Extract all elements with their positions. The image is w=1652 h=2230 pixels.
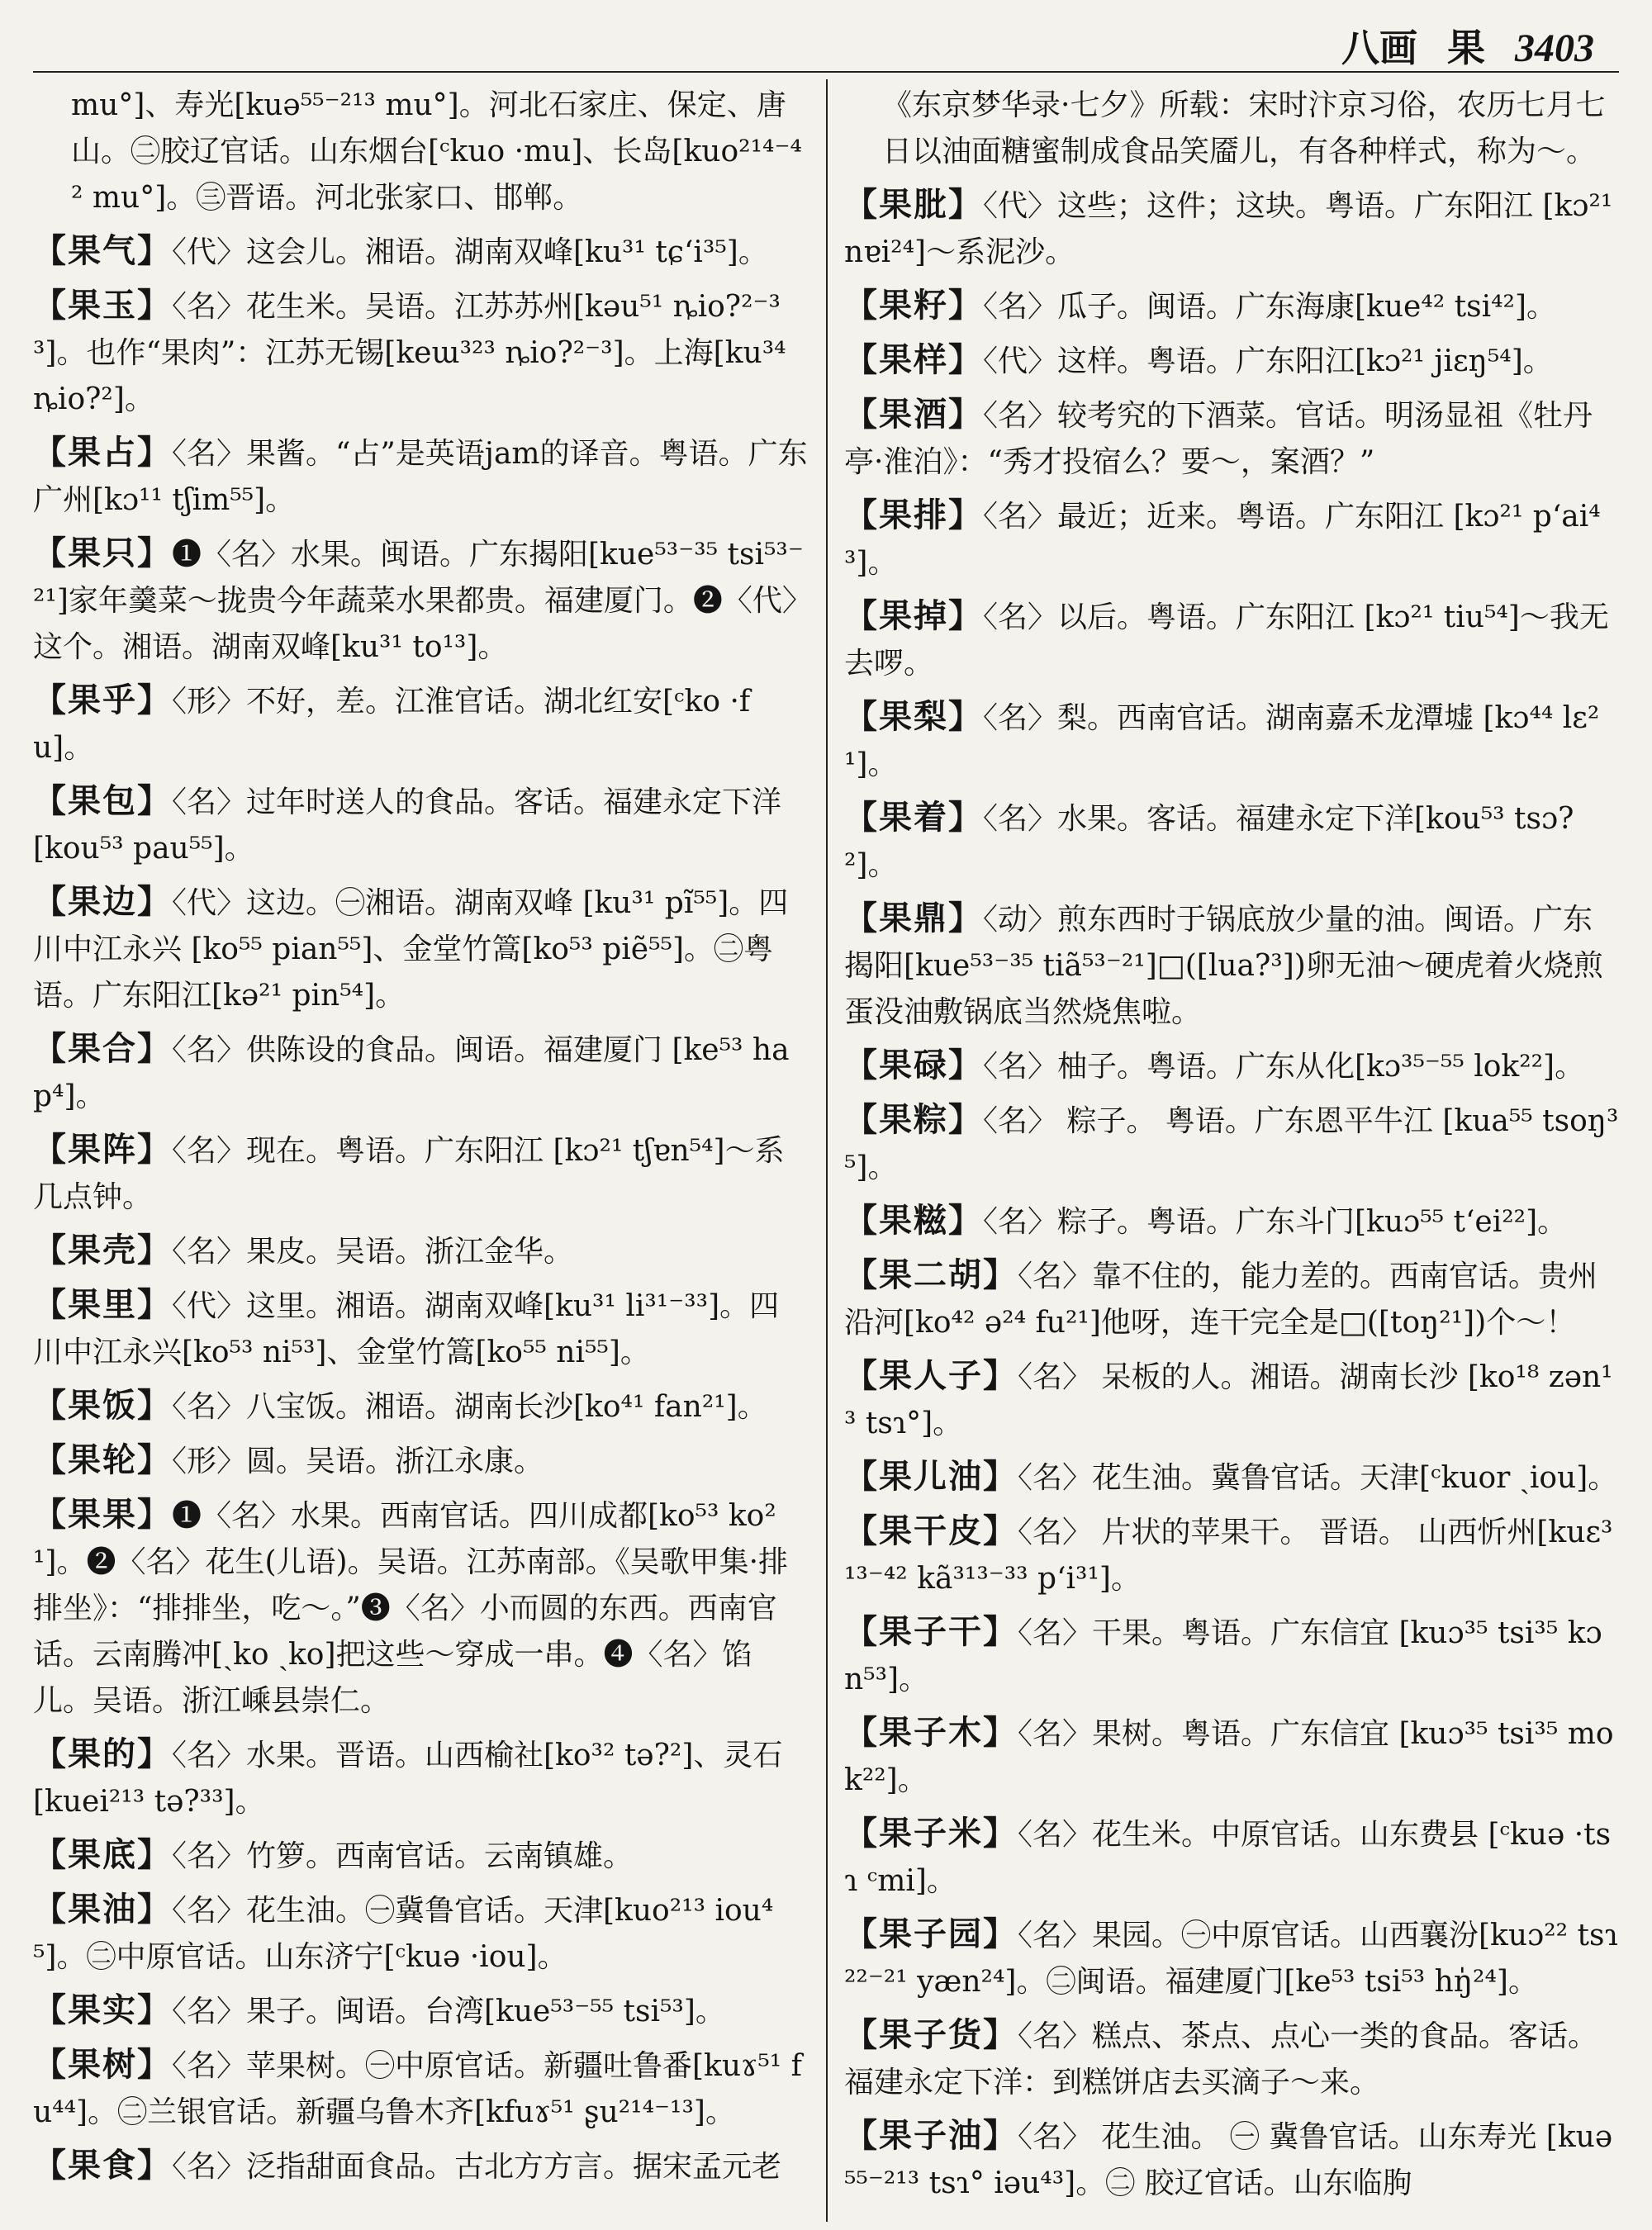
entry-definition: 〈名〉 呆板的人。湘语。湖南长沙 [ko¹⁸ zən¹³ tsɿ°]。 [844, 1360, 1613, 1440]
entry-definition: 〈名〉最近；近来。粤语。广东阳江 [kɔ²¹ pʻai⁴³]。 [844, 500, 1601, 580]
entry-definition: 〈代〉这些；这件；这块。粤语。广东阳江 [kɔ²¹ nɐi²⁴]～系泥沙。 [844, 189, 1613, 269]
entry-headword: 【果树】 [33, 2045, 172, 2084]
dictionary-entry [844, 1508, 1621, 1602]
dictionary-entry [844, 1252, 1621, 1346]
entry-definition: 〈名〉八宝饭。湘语。湖南长沙[ko⁴¹ fan²¹]。 [172, 1390, 767, 1424]
dictionary-entry [33, 429, 808, 524]
dictionary-entry [844, 1911, 1621, 2005]
entry-definition: 〈名〉 片状的苹果干。 晋语。 山西忻州[kuɛ³¹³⁻⁴² kã³¹³⁻³³ pʻi³¹]。 [844, 1516, 1613, 1596]
entry-headword: 【果合】 [33, 1029, 172, 1068]
entry-headword: 【果边】 [33, 882, 172, 921]
dictionary-entry [844, 1042, 1621, 1090]
entry-headword: 【果子油】 [844, 2116, 1018, 2155]
dictionary-entry [33, 1282, 808, 1376]
entry-definition: 〈动〉煎东西时于锅底放少量的油。闽语。广东揭阳[kue⁵³⁻³⁵ tiã⁵³⁻²¹]□([lua?³])卵无油～硬虎着火烧煎蛋没油敷锅底当然烧焦啦。 [844, 903, 1603, 1029]
dictionary-entry [844, 895, 1621, 1036]
entry-definition: 〈名〉水果。晋语。山西榆社[ko³² tə?²]、灵石[kuei²¹³ tə?³³]。 [33, 1739, 783, 1819]
dictionary-entry [33, 1832, 808, 1880]
entry-headword: 【果玉】 [33, 286, 172, 325]
entry-definition: mu°]、寿光[kuə⁵⁵⁻²¹³ mu°]。河北石家庄、保定、唐山。㊁胶辽官话。山东烟台[ᶜkuo ·mu]、长岛[kuo²¹⁴⁻⁴² mu°]。㊂晋语。河北张家口、邯郸。 [71, 88, 802, 215]
entry-definition: 〈形〉不好，差。江淮官话。湖北红安[ᶜko ·fu]。 [33, 685, 751, 765]
entry-definition: 〈名〉花生油。冀鲁官话。天津[ᶜkuor ˏiou]。 [1018, 1461, 1618, 1495]
dictionary-entry [33, 2142, 808, 2190]
dictionary-entry [844, 1353, 1621, 1447]
entry-headword: 【果排】 [844, 496, 983, 534]
entry-definition: 〈名〉果园。㊀中原官话。山西襄汾[kuɔ²² tsɿ²²⁻²¹ yæn²⁴]。㊁闽语。福建厦门[ke⁵³ tsi⁵³ hŋ̍²⁴]。 [844, 1919, 1618, 1999]
entry-headword: 【果的】 [33, 1734, 172, 1773]
entry-definition: 〈名〉靠不住的，能力差的。西南官话。贵州沿河[ko⁴² ə²⁴ fu²¹]他呀，连干完全是□([toŋ²¹])个～！ [844, 1260, 1598, 1340]
header-rule [33, 71, 1619, 73]
entry-headword: 【果肶】 [844, 185, 983, 224]
entry-headword: 【果子货】 [844, 2015, 1018, 2054]
left-column [33, 83, 808, 2222]
entry-headword: 【果阵】 [33, 1130, 172, 1169]
dictionary-entry [844, 1454, 1621, 1502]
entry-headword: 【果子干】 [844, 1612, 1018, 1651]
column-divider [826, 79, 828, 2222]
entry-definition: 〈名〉果皮。吴语。浙江金华。 [172, 1235, 574, 1269]
entry-headword: 【果着】 [844, 798, 983, 837]
entry-definition: 〈名〉较考究的下酒菜。官话。明汤显祖《牡丹亭·淮泊》：“秀才投宿么？要～，案酒？” [844, 399, 1593, 479]
dictionary-entry [33, 1886, 808, 1981]
entry-definition: 〈名〉瓜子。闽语。广东海康[kue⁴² tsi⁴²]。 [983, 290, 1557, 324]
entry-definition: 〈名〉果子。闽语。台湾[kue⁵³⁻⁵⁵ tsi⁵³]。 [172, 1995, 725, 2028]
entry-headword: 【果梨】 [844, 697, 983, 736]
right-column [844, 83, 1621, 2222]
dictionary-entry [33, 530, 808, 671]
entry-definition: 〈名〉干果。粤语。广东信宜 [kuɔ³⁵ tsi³⁵ kɔn⁵³]。 [844, 1616, 1602, 1696]
dictionary-entry [33, 879, 808, 1019]
entry-headword: 【果壳】 [33, 1231, 172, 1269]
entry-headword: 【果饭】 [33, 1386, 172, 1425]
entry-headword: 【果轮】 [33, 1440, 172, 1479]
dictionary-entry [33, 83, 808, 221]
entry-headword: 【果样】 [844, 340, 983, 379]
entry-headword: 【果子米】 [844, 1814, 1018, 1853]
dictionary-entry [844, 795, 1621, 889]
entry-definition: 〈名〉梨。西南官话。湖南嘉禾龙潭墟 [kɔ⁴⁴ lɛ²¹]。 [844, 701, 1600, 781]
entry-definition: 〈代〉这会儿。湘语。湖南双峰[ku³¹ tɕʻi³⁵]。 [172, 235, 768, 269]
entry-definition: ❶〈名〉水果。闽语。广东揭阳[kue⁵³⁻³⁵ tsi⁵³⁻²¹]家年羹菜～拢贵今年蔬菜水果都贵。福建厦门。❷〈代〉这个。湘语。湖南双峰[ku³¹ to¹³]。 [33, 538, 804, 664]
entry-headword: 【果粽】 [844, 1100, 983, 1139]
entry-definition: 〈名〉 花生油。 ㊀ 冀鲁官话。山东寿光 [kuə⁵⁵⁻²¹³ tsɿ° iəu⁴³]。㊁ 胶辽官话。山东临朐 [844, 2120, 1613, 2200]
entry-definition: 〈名〉粽子。粤语。广东斗门[kuɔ⁵⁵ tʻei²²]。 [983, 1205, 1568, 1239]
dictionary-entry [844, 1810, 1621, 1905]
entry-definition: 〈名〉过年时送人的食品。客话。福建永定下洋[kou⁵³ pau⁵⁵]。 [33, 785, 782, 866]
dictionary-entry [33, 228, 808, 276]
entry-definition: 〈代〉这边。㊀湘语。湖南双峰 [ku³¹ pĩ⁵⁵]。四川中江永兴 [ko⁵⁵ pian⁵⁵]、金堂竹篙[ko⁵³ piẽ⁵⁵]。㊁粤语。广东阳江[kə²¹ pin⁵⁴]。 [33, 886, 789, 1013]
dictionary-entry [33, 2042, 808, 2136]
entry-headword: 【果食】 [33, 2146, 172, 2185]
dictionary-entry [33, 677, 808, 771]
entry-headword: 【果只】 [33, 534, 172, 572]
entry-definition: 〈名〉糕点、茶点、点心一类的食品。客话。福建永定下洋：到糕饼店去买滴子～来。 [844, 2019, 1598, 2100]
dictionary-entry [33, 282, 808, 423]
entry-headword: 【果乎】 [33, 681, 172, 719]
dictionary-entry [844, 694, 1621, 788]
entry-definition: 〈名〉花生油。㊀冀鲁官话。天津[kuo²¹³ iou⁴⁵]。㊁中原官话。山东济宁[ᶜkuə ·iou]。 [33, 1894, 774, 1974]
entry-headword: 【果掉】 [844, 596, 983, 635]
entry-headword: 【果包】 [33, 781, 172, 820]
header-char: 果 [1447, 26, 1485, 70]
entry-headword: 【果人子】 [844, 1356, 1018, 1395]
entry-headword: 【果底】 [33, 1835, 172, 1874]
entry-headword: 【果糍】 [844, 1201, 983, 1240]
entry-headword: 【果干皮】 [844, 1511, 1018, 1550]
dictionary-entry [33, 1437, 808, 1485]
entry-headword: 【果气】 [33, 231, 172, 270]
dictionary-entry [844, 337, 1621, 385]
dictionary-entry [33, 1127, 808, 1221]
entry-headword: 【果实】 [33, 1990, 172, 2029]
entry-definition: 〈名〉竹箩。西南官话。云南镇雄。 [172, 1839, 634, 1873]
dictionary-entry [33, 1492, 808, 1725]
dictionary-entry [33, 778, 808, 872]
entry-definition: 〈名〉供陈设的食品。闽语。福建厦门 [ke⁵³ hap⁴]。 [33, 1033, 790, 1113]
entry-definition: ❶〈名〉水果。西南官话。四川成都[ko⁵³ ko²¹]。❷〈名〉花生(儿语)。吴语。江苏南部。《吴歌甲集·排排坐》：“排排坐，吃～。”❸〈名〉小而圆的东西。西南官话。云南腾冲[ˏko ˏko]把这些～穿成一串。❹〈名〉馅儿。吴语。浙江嵊县崇仁。 [33, 1499, 789, 1718]
entry-definition: 〈名〉花生米。吴语。江苏苏州[kəu⁵¹ ȵio?²⁻³³]。也作“果肉”：江苏无锡[keɯ³²³ ȵio?²⁻³]。上海[ku³⁴ ȵio?²]。 [33, 290, 786, 416]
entry-headword: 【果油】 [33, 1890, 172, 1929]
entry-headword: 【果里】 [33, 1285, 172, 1324]
entry-definition: 〈名〉花生米。中原官话。山东费县 [ᶜkuə ·tsɿ ᶜmi]。 [844, 1818, 1612, 1898]
entry-definition: 〈名〉果酱。“占”是英语jam的译音。粤语。广东广州[kɔ¹¹ tʃim⁵⁵]。 [33, 437, 808, 517]
dictionary-entry [844, 2113, 1621, 2207]
dictionary-entry [844, 1198, 1621, 1245]
entry-headword: 【果子木】 [844, 1713, 1018, 1752]
dictionary-entry [844, 391, 1621, 486]
dictionary-entry [33, 1731, 808, 1825]
entry-definition: 〈形〉圆。吴语。浙江永康。 [172, 1445, 544, 1478]
entry-headword: 【果果】 [33, 1495, 172, 1534]
entry-definition: 〈名〉 粽子。 粤语。广东恩平牛江 [kua⁵⁵ tsoŋ³⁵]。 [844, 1104, 1619, 1184]
entry-headword: 【果占】 [33, 433, 172, 472]
entry-definition: 〈名〉苹果树。㊀中原官话。新疆吐鲁番[kuɤ⁵¹ fu⁴⁴]。㊁兰银官话。新疆乌鲁木齐[kfuɤ⁵¹ ʂu²¹⁴⁻¹³]。 [33, 2049, 802, 2129]
dictionary-entry [844, 282, 1621, 330]
entry-headword: 【果儿油】 [844, 1457, 1018, 1496]
dictionary-entry [33, 1383, 808, 1431]
entry-definition: 〈名〉水果。客话。福建永定下洋[kou⁵³ tsɔ?²]。 [844, 802, 1574, 882]
entry-definition: 〈名〉果树。粤语。广东信宜 [kuɔ³⁵ tsi³⁵ mok²²]。 [844, 1717, 1614, 1797]
dictionary-entry [844, 182, 1621, 276]
entry-headword: 【果子园】 [844, 1914, 1018, 1953]
entry-headword: 【果二胡】 [844, 1255, 1018, 1294]
entry-definition: 〈名〉现在。粤语。广东阳江 [kɔ²¹ tʃɐn⁵⁴]～系几点钟。 [33, 1134, 785, 1214]
dictionary-entry [844, 593, 1621, 687]
dictionary-entry [844, 2012, 1621, 2106]
dictionary-entry [844, 1609, 1621, 1703]
entry-definition: 〈代〉这样。粤语。广东阳江[kɔ²¹ jiɛŋ⁵⁴]。 [983, 344, 1553, 378]
dictionary-entry [33, 1026, 808, 1120]
entry-headword: 【果鼎】 [844, 899, 983, 937]
dictionary-entry [844, 1710, 1621, 1804]
entry-definition: 《东京梦华录·七夕》所载：宋时汴京习俗，农历七月七日以油面糖蜜制成食品笑靥儿，有各种样式，称为～。 [882, 88, 1606, 168]
dictionary-entry [844, 1097, 1621, 1191]
section-label: 八画 [1341, 26, 1417, 70]
entry-headword: 【果碌】 [844, 1046, 983, 1084]
dictionary-entry [33, 1227, 808, 1275]
page-number: 3403 [1515, 26, 1594, 70]
entry-headword: 【果酒】 [844, 395, 983, 434]
page-header [1341, 18, 1594, 73]
dictionary-entry [844, 83, 1621, 175]
entry-definition: 〈名〉以后。粤语。广东阳江 [kɔ²¹ tiu⁵⁴]～我无去啰。 [844, 600, 1609, 681]
entry-headword: 【果籽】 [844, 286, 983, 325]
entry-definition: 〈代〉这里。湘语。湖南双峰[ku³¹ li³¹⁻³³]。四川中江永兴[ko⁵³ ni⁵³]、金堂竹篙[ko⁵⁵ ni⁵⁵]。 [33, 1289, 780, 1369]
dictionary-entry [33, 1987, 808, 2035]
entry-definition: 〈名〉泛指甜面食品。古北方方言。据宋孟元老 [172, 2150, 782, 2184]
entry-definition: 〈名〉柚子。粤语。广东从化[kɔ³⁵⁻⁵⁵ lok²²]。 [983, 1050, 1585, 1084]
dictionary-entry [844, 492, 1621, 586]
